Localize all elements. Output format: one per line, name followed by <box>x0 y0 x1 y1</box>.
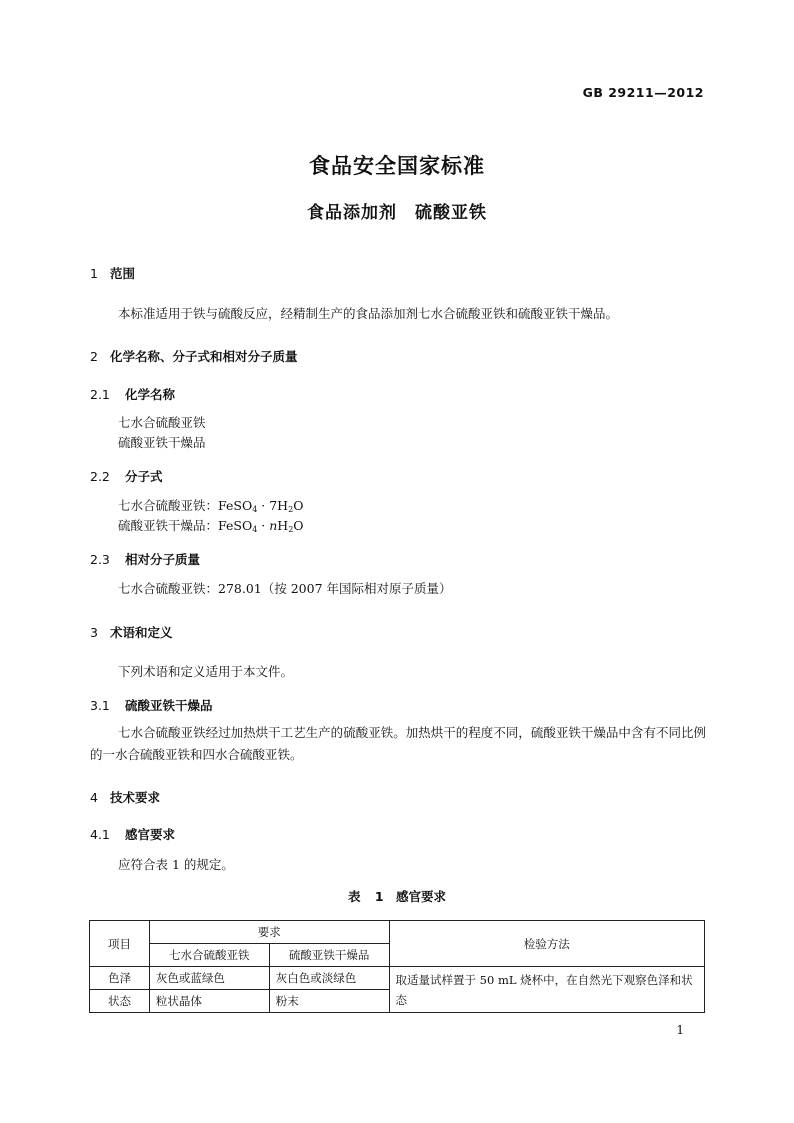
chemical-name-1: 七水合硫酸亚铁 <box>118 415 206 430</box>
document-subtitle: 食品添加剂 硫酸亚铁 <box>307 203 487 223</box>
row-heptahydrate-value: 灰色或蓝绿色 <box>149 967 269 990</box>
section-title: 化学名称、分子式和相对分子质量 <box>110 349 298 364</box>
page-number: 1 <box>676 1023 684 1037</box>
section-2-heading <box>90 347 298 365</box>
section-number: 4 <box>90 790 98 805</box>
section-3-text: 下列术语和定义适用于本文件。 <box>118 664 294 679</box>
row-item: 色泽 <box>90 967 150 990</box>
formula-label: 硫酸亚铁干燥品： <box>118 518 219 533</box>
row-dried-value: 灰白色或淡绿色 <box>269 967 389 990</box>
section-number: 2.2 <box>90 469 110 484</box>
section-title: 术语和定义 <box>110 625 173 640</box>
header-requirement: 要求 <box>149 921 389 944</box>
section-4-1-heading <box>90 825 175 843</box>
section-number: 4.1 <box>90 827 110 842</box>
header-method: 检验方法 <box>389 921 704 967</box>
section-number: 2.1 <box>90 387 110 402</box>
table-row <box>90 967 705 990</box>
formula-value: FeSO$_4$ · $7H_2O$ <box>218 498 304 514</box>
section-number: 2 <box>90 349 98 364</box>
document-title: 食品安全国家标准 <box>309 154 485 178</box>
formula-label: 七水合硫酸亚铁： <box>118 498 219 513</box>
section-3-1-text: 七水合硫酸亚铁经过加热烘干工艺生产的硫酸亚铁。加热烘干的程度不同，硫酸亚铁干燥品中含有不同比例的一水合硫酸亚铁和四水合硫酸亚铁。 <box>90 725 706 762</box>
section-3-1-heading <box>90 696 213 714</box>
header-item: 项目 <box>90 921 150 967</box>
section-2-1-heading <box>90 385 175 403</box>
header-dried: 硫酸亚铁干燥品 <box>269 944 389 967</box>
section-4-heading <box>90 788 160 806</box>
formula-value: FeSO$_4$ · $nH_2O$ <box>218 518 304 534</box>
section-3-heading <box>90 623 173 641</box>
section-2-3-heading <box>90 550 200 568</box>
section-title: 分子式 <box>125 469 163 484</box>
molecular-mass-text: 七水合硫酸亚铁：278.01（按 2007 年国际相对原子质量） <box>118 581 452 596</box>
header-heptahydrate: 七水合硫酸亚铁 <box>149 944 269 967</box>
section-title: 硫酸亚铁干燥品 <box>125 698 213 713</box>
section-number: 3 <box>90 625 98 640</box>
section-title: 相对分子质量 <box>125 552 201 567</box>
section-number: 2.3 <box>90 552 110 567</box>
section-title: 技术要求 <box>110 790 161 805</box>
table-caption: 表 1 感官要求 <box>347 889 447 904</box>
section-4-1-text: 应符合表 1 的规定。 <box>118 857 234 872</box>
section-1-text: 本标准适用于铁与硫酸反应，经精制生产的食品添加剂七水合硫酸亚铁和硫酸亚铁干燥品。 <box>118 306 619 321</box>
section-number: 1 <box>90 266 98 281</box>
formula-line-2 <box>118 516 304 540</box>
section-title: 感官要求 <box>125 827 176 842</box>
document-number: GB 29211—2012 <box>582 85 704 100</box>
sensory-requirements-table <box>89 920 705 1013</box>
row-item: 状态 <box>90 990 150 1013</box>
section-title: 化学名称 <box>125 387 176 402</box>
row-heptahydrate-value: 粒状晶体 <box>149 990 269 1013</box>
chemical-name-2: 硫酸亚铁干燥品 <box>118 435 206 450</box>
method-text: 取适量试样置于 50 mL 烧杯中，在自然光下观察色泽和状态 <box>389 967 704 1013</box>
section-title: 范围 <box>110 266 136 281</box>
section-number: 3.1 <box>90 698 110 713</box>
section-1-heading <box>90 264 135 282</box>
section-2-2-heading <box>90 467 163 485</box>
row-dried-value: 粉末 <box>269 990 389 1013</box>
